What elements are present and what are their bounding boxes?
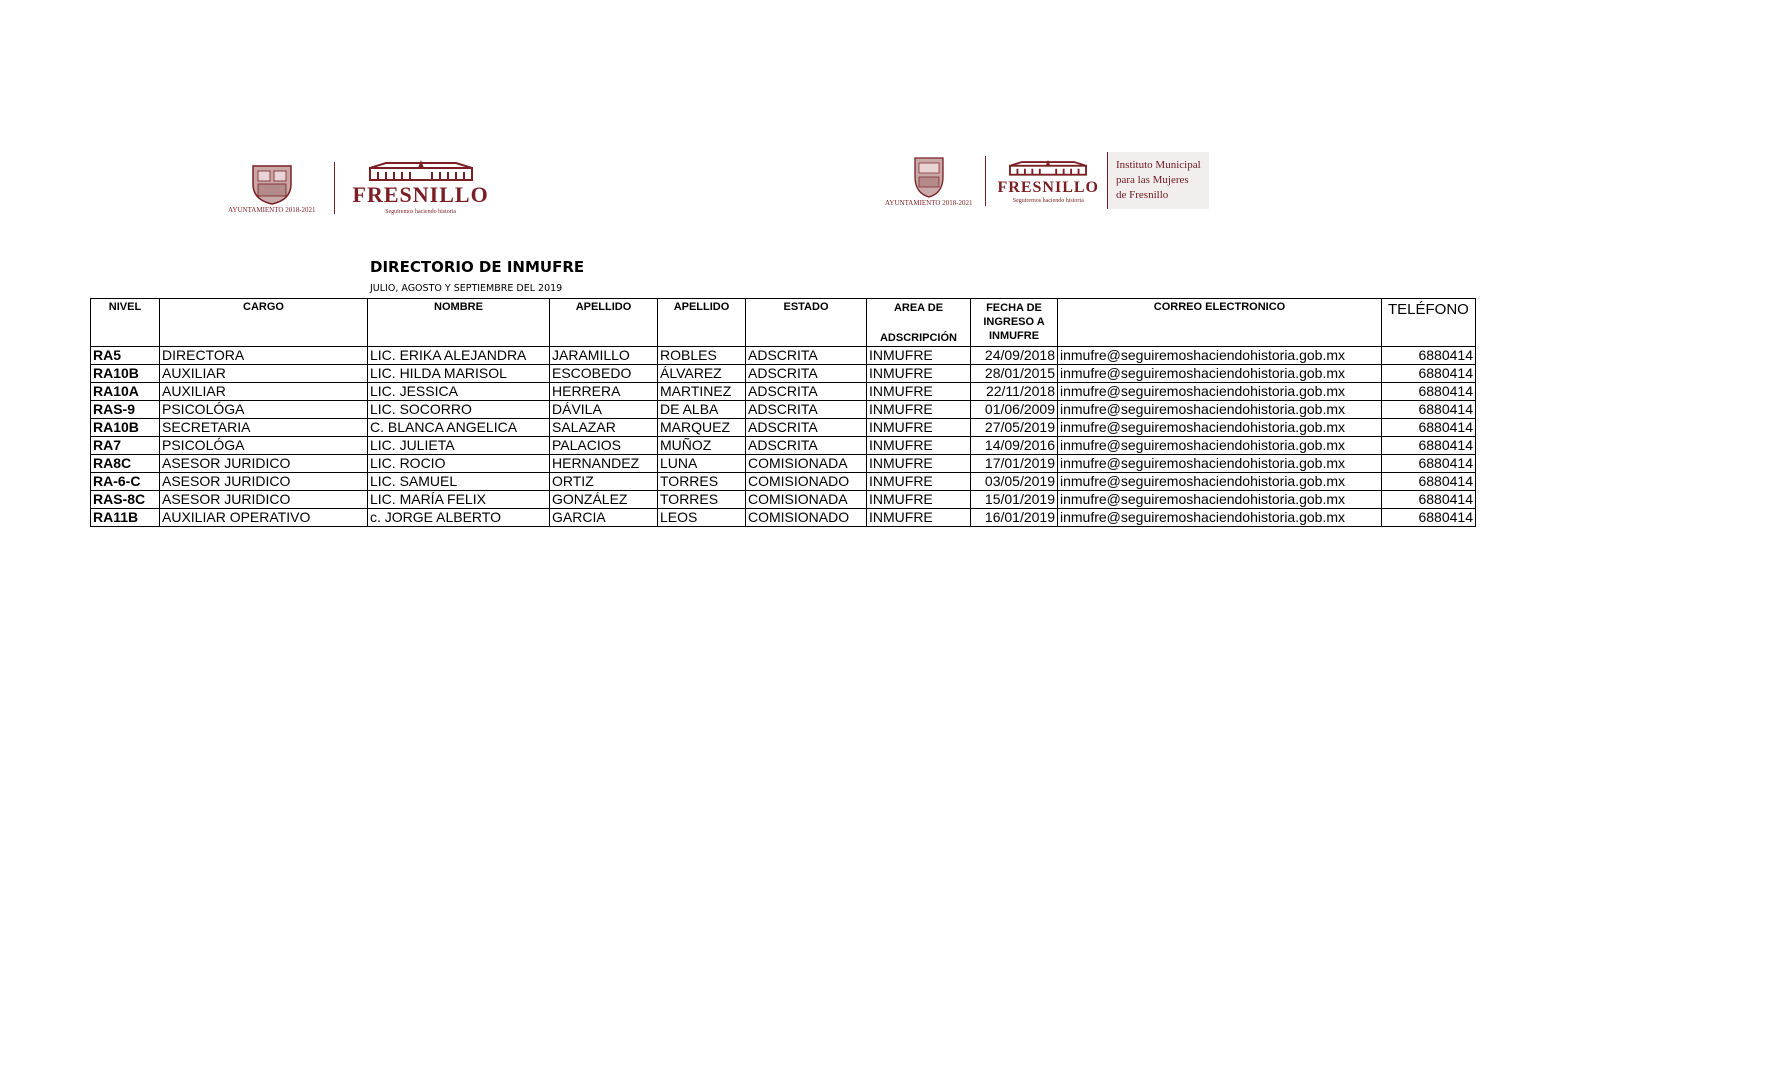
coat-of-arms-icon: [245, 162, 299, 206]
cell-fecha: 28/01/2015: [971, 365, 1058, 383]
logo-divider: [985, 156, 986, 206]
cell-area: INMUFRE: [867, 455, 971, 473]
cell-telefono: 6880414: [1382, 437, 1476, 455]
cell-estado: ADSCRITA: [746, 365, 867, 383]
directory-table: [90, 298, 1476, 527]
brand-name: FRESNILLO: [352, 182, 489, 207]
cell-estado: COMISIONADO: [746, 473, 867, 491]
cell-nivel: RA10B: [91, 365, 160, 383]
brand-name: FRESNILLO: [997, 179, 1099, 196]
cell-apellido1: HERNANDEZ: [550, 455, 658, 473]
cell-nivel: RAS-8C: [91, 491, 160, 509]
cell-apellido1: HERRERA: [550, 383, 658, 401]
cell-cargo: ASESOR JURIDICO: [160, 455, 368, 473]
table-row: [91, 383, 1476, 401]
cell-estado: ADSCRITA: [746, 347, 867, 365]
cell-area: INMUFRE: [867, 419, 971, 437]
table-row: [91, 509, 1476, 527]
cell-cargo: ASESOR JURIDICO: [160, 491, 368, 509]
cell-correo[interactable]: inmufre@seguiremoshaciendohistoria.gob.mx: [1058, 437, 1382, 455]
cell-apellido2: DE ALBA: [658, 401, 746, 419]
cell-nombre: LIC. HILDA MARISOL: [368, 365, 550, 383]
brand-slogan: Seguiremos haciendo historia: [1012, 198, 1084, 204]
table-row: [91, 455, 1476, 473]
cell-fecha: 24/09/2018: [971, 347, 1058, 365]
building-icon: [366, 160, 476, 182]
header-fecha: [971, 299, 1058, 347]
cell-nombre: C. BLANCA ANGELICA: [368, 419, 550, 437]
cell-correo[interactable]: inmufre@seguiremoshaciendohistoria.gob.mx: [1058, 491, 1382, 509]
cell-correo[interactable]: inmufre@seguiremoshaciendohistoria.gob.mx: [1058, 455, 1382, 473]
cell-cargo: AUXILIAR: [160, 365, 368, 383]
header-correo: CORREO ELECTRONICO: [1058, 299, 1382, 347]
cell-estado: ADSCRITA: [746, 401, 867, 419]
header-fecha-line: INMUFRE: [988, 330, 1040, 342]
cell-area: INMUFRE: [867, 491, 971, 509]
cell-nivel: RA7: [91, 437, 160, 455]
institute-line: Instituto Municipal: [1116, 159, 1201, 171]
table-row: [91, 401, 1476, 419]
table-row: [91, 437, 1476, 455]
header-nombre: NOMBRE: [368, 299, 550, 347]
cell-area: INMUFRE: [867, 509, 971, 527]
cell-area: INMUFRE: [867, 347, 971, 365]
cell-apellido1: PALACIOS: [550, 437, 658, 455]
cell-cargo: ASESOR JURIDICO: [160, 473, 368, 491]
cell-apellido2: MARQUEZ: [658, 419, 746, 437]
table-row: [91, 419, 1476, 437]
cell-fecha: 14/09/2016: [971, 437, 1058, 455]
cell-fecha: 17/01/2019: [971, 455, 1058, 473]
cell-correo[interactable]: inmufre@seguiremoshaciendohistoria.gob.mx: [1058, 473, 1382, 491]
cell-correo[interactable]: inmufre@seguiremoshaciendohistoria.gob.mx: [1058, 419, 1382, 437]
document-subtitle: JULIO, AGOSTO Y SEPTIEMBRE DEL 2019: [370, 283, 563, 294]
cell-estado: COMISIONADO: [746, 509, 867, 527]
cell-apellido2: MARTINEZ: [658, 383, 746, 401]
seal-caption: AYUNTAMIENTO 2018-2021: [885, 198, 973, 207]
cell-nombre: c. JORGE ALBERTO: [368, 509, 550, 527]
fresnillo-brand-right: [998, 157, 1099, 204]
cell-telefono: 6880414: [1382, 419, 1476, 437]
ayuntamiento-logo-left: [228, 160, 489, 215]
municipal-seal-right: [885, 155, 973, 207]
cell-apellido1: GONZÁLEZ: [550, 491, 658, 509]
cell-nombre: LIC. MARÍA FELIX: [368, 491, 550, 509]
building-icon: [1007, 157, 1089, 179]
cell-telefono: 6880414: [1382, 401, 1476, 419]
cell-nombre: LIC. SAMUEL: [368, 473, 550, 491]
header-estado: ESTADO: [746, 299, 867, 347]
cell-cargo: PSICOLÓGA: [160, 437, 368, 455]
cell-apellido1: ESCOBEDO: [550, 365, 658, 383]
cell-telefono: 6880414: [1382, 383, 1476, 401]
header-fecha-line: INGRESO A: [983, 316, 1045, 328]
cell-estado: COMISIONADA: [746, 491, 867, 509]
fresnillo-brand-left: [353, 160, 489, 215]
header-cargo: CARGO: [160, 299, 368, 347]
cell-correo[interactable]: inmufre@seguiremoshaciendohistoria.gob.mx: [1058, 401, 1382, 419]
cell-fecha: 15/01/2019: [971, 491, 1058, 509]
seal-caption: AYUNTAMIENTO 2018-2021: [228, 205, 316, 214]
cell-nivel: RA11B: [91, 509, 160, 527]
table-row: [91, 347, 1476, 365]
cell-telefono: 6880414: [1382, 455, 1476, 473]
header-fecha-line: FECHA DE: [986, 302, 1042, 314]
cell-nivel: RA10B: [91, 419, 160, 437]
cell-cargo: AUXILIAR: [160, 383, 368, 401]
cell-telefono: 6880414: [1382, 509, 1476, 527]
cell-estado: ADSCRITA: [746, 419, 867, 437]
header-area-line: ADSCRIPCIÓN: [879, 332, 957, 344]
header-apellido-paterno: APELLIDO: [550, 299, 658, 347]
institute-line: de Fresnillo: [1116, 189, 1169, 201]
cell-area: INMUFRE: [867, 383, 971, 401]
cell-apellido1: ORTIZ: [550, 473, 658, 491]
cell-correo[interactable]: inmufre@seguiremoshaciendohistoria.gob.mx: [1058, 383, 1382, 401]
header-nivel: NIVEL: [91, 299, 160, 347]
municipal-seal-left: [228, 162, 316, 214]
cell-fecha: 27/05/2019: [971, 419, 1058, 437]
cell-apellido2: TORRES: [658, 473, 746, 491]
cell-area: INMUFRE: [867, 365, 971, 383]
table-row: [91, 491, 1476, 509]
coat-of-arms-icon: [912, 155, 946, 199]
cell-nombre: LIC. ROCIO: [368, 455, 550, 473]
cell-cargo: AUXILIAR OPERATIVO: [160, 509, 368, 527]
institute-name: [1107, 152, 1209, 209]
document-title: DIRECTORIO DE INMUFRE: [370, 258, 585, 276]
cell-nombre: LIC. SOCORRO: [368, 401, 550, 419]
cell-apellido1: GARCIA: [550, 509, 658, 527]
header-telefono: TELÉFONO: [1382, 299, 1476, 347]
cell-cargo: PSICOLÓGA: [160, 401, 368, 419]
brand-slogan: Seguiremos haciendo historia: [385, 209, 457, 215]
cell-area: INMUFRE: [867, 437, 971, 455]
institute-line: para las Mujeres: [1116, 174, 1189, 186]
inmufre-logo-right: [885, 152, 1209, 209]
header-area-line: AREA DE: [893, 302, 944, 314]
cell-fecha: 16/01/2019: [971, 509, 1058, 527]
cell-nivel: RA10A: [91, 383, 160, 401]
cell-apellido2: LUNA: [658, 455, 746, 473]
cell-cargo: SECRETARIA: [160, 419, 368, 437]
cell-telefono: 6880414: [1382, 347, 1476, 365]
cell-correo[interactable]: inmufre@seguiremoshaciendohistoria.gob.mx: [1058, 509, 1382, 527]
cell-apellido2: ÁLVAREZ: [658, 365, 746, 383]
cell-area: INMUFRE: [867, 401, 971, 419]
header-apellido-materno: APELLIDO: [658, 299, 746, 347]
cell-apellido2: LEOS: [658, 509, 746, 527]
cell-telefono: 6880414: [1382, 491, 1476, 509]
table-header-row: [91, 299, 1476, 347]
cell-estado: COMISIONADA: [746, 455, 867, 473]
cell-apellido2: ROBLES: [658, 347, 746, 365]
header-area: [867, 299, 971, 347]
cell-estado: ADSCRITA: [746, 383, 867, 401]
cell-fecha: 01/06/2009: [971, 401, 1058, 419]
cell-fecha: 03/05/2019: [971, 473, 1058, 491]
cell-nombre: LIC. JESSICA: [368, 383, 550, 401]
cell-nivel: RA8C: [91, 455, 160, 473]
cell-cargo: DIRECTORA: [160, 347, 368, 365]
cell-apellido1: JARAMILLO: [550, 347, 658, 365]
cell-nivel: RA5: [91, 347, 160, 365]
cell-apellido2: TORRES: [658, 491, 746, 509]
cell-apellido1: SALAZAR: [550, 419, 658, 437]
cell-correo[interactable]: inmufre@seguiremoshaciendohistoria.gob.mx: [1058, 347, 1382, 365]
cell-nivel: RA-6-C: [91, 473, 160, 491]
table-row: [91, 365, 1476, 383]
cell-fecha: 22/11/2018: [971, 383, 1058, 401]
cell-telefono: 6880414: [1382, 365, 1476, 383]
cell-nivel: RAS-9: [91, 401, 160, 419]
cell-area: INMUFRE: [867, 473, 971, 491]
table-row: [91, 473, 1476, 491]
cell-apellido2: MUÑOZ: [658, 437, 746, 455]
cell-correo[interactable]: inmufre@seguiremoshaciendohistoria.gob.mx: [1058, 365, 1382, 383]
logo-divider: [334, 162, 335, 214]
cell-nombre: LIC. ERIKA ALEJANDRA: [368, 347, 550, 365]
cell-apellido1: DÁVILA: [550, 401, 658, 419]
cell-nombre: LIC. JULIETA: [368, 437, 550, 455]
cell-telefono: 6880414: [1382, 473, 1476, 491]
cell-estado: ADSCRITA: [746, 437, 867, 455]
table-body: [91, 347, 1476, 527]
